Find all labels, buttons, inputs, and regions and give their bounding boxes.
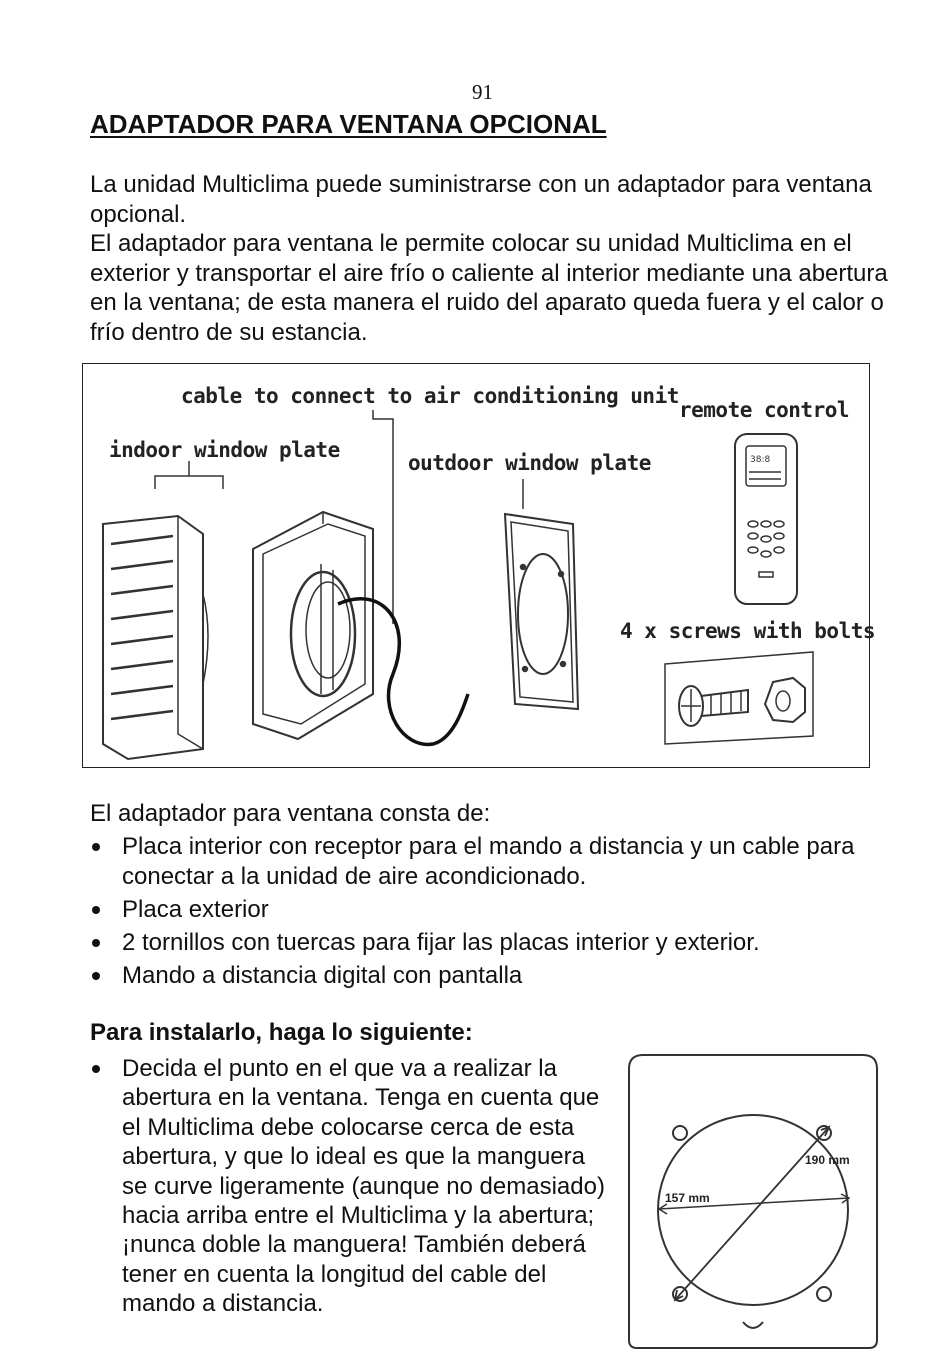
cable-leader-line xyxy=(373,410,393,624)
list-item: 2 tornillos con tuercas para fijar las placas interior y exterior. xyxy=(90,928,880,958)
intro-paragraph: La unidad Multiclima puede suministrarse con un adaptador para ventana opcional. xyxy=(90,171,872,228)
dimension-190-label: 190 mm xyxy=(805,1153,850,1167)
indoor-plate-drawing xyxy=(103,516,208,759)
outdoor-window-plate-drawing xyxy=(505,514,578,709)
indoor-leader-line xyxy=(155,476,223,489)
screw-bolt-drawing xyxy=(665,652,813,744)
cutout-template-drawing xyxy=(625,1050,881,1350)
list-item: Decida el punto en el que va a realizar la abertura en la ventana. Tenga en cuenta que el Multiclima debe colocarse cerca de esta abertura, y que lo ideal es que la manguera se curve ligeramente (aunque no demasiado) hacia arriba entre el Multiclima y la abertura; ¡nunca doble la manguera! También deberá tener en cuenta la longitud del cable del mando a distancia. xyxy=(90,1054,610,1319)
remote-control-label: remote control xyxy=(679,398,850,422)
intro-text xyxy=(90,170,890,347)
intro-paragraph: El adaptador para ventana le permite colocar su unidad Multiclima en el exterior y transportar el aire frío o caliente al interior mediante una abertura en la ventana; de esta manera el ruido del aparato queda fuera y el calor o frío dentro de su estancia. xyxy=(90,230,888,346)
page-title: ADAPTADOR PARA VENTANA OPCIONAL xyxy=(90,109,607,139)
outdoor-frame-drawing xyxy=(253,512,373,739)
cable-drawing xyxy=(338,599,468,745)
adapter-illustration xyxy=(83,364,869,767)
cable-label: cable to connect to air conditioning unit xyxy=(181,384,679,408)
list-item: Placa interior con receptor para el mando a distancia y un cable para conectar a la unidad de aire acondicionado. xyxy=(90,832,880,891)
list-item: Placa exterior xyxy=(90,895,880,925)
cutout-dimension-diagram xyxy=(625,1050,881,1350)
install-steps-list xyxy=(90,1054,610,1319)
components-heading: El adaptador para ventana consta de: xyxy=(90,800,491,827)
screws-label: 4 x screws with bolts xyxy=(620,619,876,643)
svg-text:38:8: 38:8 xyxy=(750,455,771,465)
indoor-plate-label: indoor window plate xyxy=(109,438,340,462)
install-heading: Para instalarlo, haga lo siguiente: xyxy=(90,1019,473,1046)
list-item: Mando a distancia digital con pantalla xyxy=(90,961,880,991)
dimension-157-label: 157 mm xyxy=(665,1191,710,1205)
outdoor-plate-label: outdoor window plate xyxy=(408,451,651,475)
remote-control-drawing xyxy=(735,434,797,604)
page-number: 91 xyxy=(472,80,493,104)
components-list xyxy=(90,832,880,994)
adapter-components-figure xyxy=(82,363,876,768)
